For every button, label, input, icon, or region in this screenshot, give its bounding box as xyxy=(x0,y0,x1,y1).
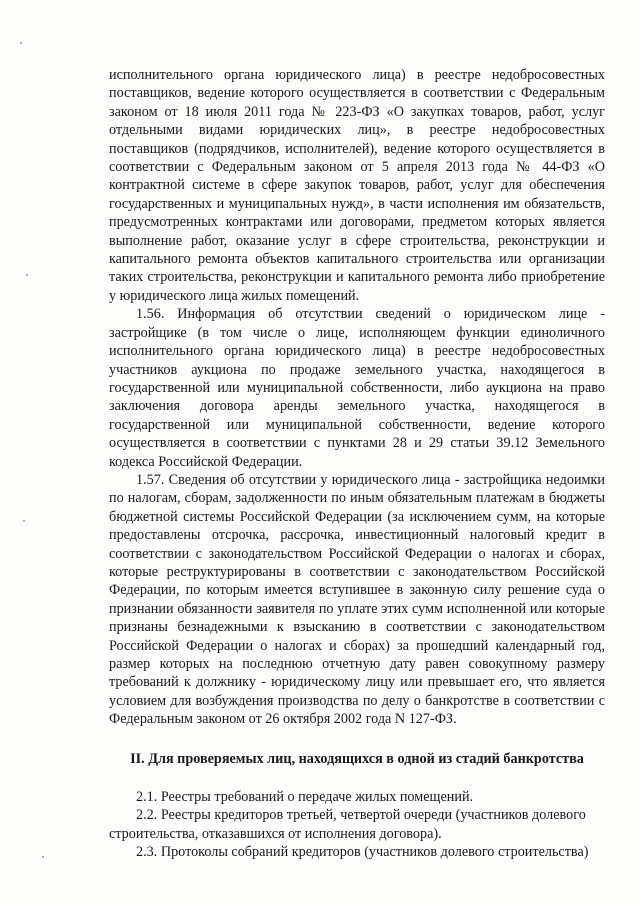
scan-speck xyxy=(20,42,22,44)
list-item-2-1: 2.1. Реестры требований о передаче жилых помещений. xyxy=(136,789,474,806)
list-item-2-3: 2.3. Протоколы собраний кредиторов (участников долевого строительства) xyxy=(136,844,589,861)
scan-speck xyxy=(42,856,44,858)
scan-speck xyxy=(23,520,25,522)
paragraph-1-56: 1.56. Информация об отсутствии сведений о юридическом лице - застройщике (в том числе о лице, исполняющем функции единоличного исполнительного органа юридического лица) в реестре недобросовестных участников аукциона по продаже земельного участка, находящегося в государственной или муниципальной собственности, либо аукциона на право заключения договора аренды земельного участка, находящегося в государственной или муниципальной собственности, ведение которого осуществляется в соответствии с пунктами 28 и 29 статьи 39.12 Земельного кодекса Российской Федерации. xyxy=(109,306,605,470)
paragraph-continuation: исполнительного органа юридического лица) в реестре недобросовестных поставщиков, ведение которого осуществляется в соответствии с Федеральным законом от 18 июля 2011 года № 223-ФЗ «О закупках товаров, работ, услуг отдельными видами юридических лиц», в реестре недобросовестных поставщиков (подрядчиков, исполнителей), ведение которого осуществляется в соответствии с Федеральным законом от 5 апреля 2013 года № 44-ФЗ «О контрактной системе в сфере закупок товаров, работ, услуг для обеспечения государственных и муниципальных нужд», в части исполнения им обязательств, предусмотренных контрактами или договорами, предметом которых является выполнение работ, оказание услуг в сфере строительства, реконструкции и капитального ремонта объектов капитального строительства или организации таких строительства, реконструкции и капитального ремонта либо приобретение у юридического лица жилых помещений. xyxy=(109,67,605,304)
list-item-2-2: 2.2. Реестры кредиторов третьей, четвертой очереди (участников долевого строительства, отказавшихся от исполнения договора). xyxy=(109,807,586,842)
scan-speck xyxy=(26,274,28,276)
paragraph-1-57: 1.57. Сведения об отсутствии у юридического лица - застройщика недоимки по налогам, сборам, задолженности по иным обязательным платежам в бюджеты бюджетной системы Российской Федерации (за исключением сумм, на которые предоставлены отсрочка, рассрочка, инвестиционный налоговый кредит в соответствии с законодательством Российской Федерации о налогах и сборах, которые реструктурированы в соответствии с законодательством Российской Федерации, по которым имеется вступившее в законную силу решение суда о признании обязанности заявителя по уплате этих сумм исполненной или которые признаны безнадежными к взысканию в соответствии с законодательством Российской Федерации о налогах и сборах) за прошедший календарный год, размер которых на последнюю отчетную дату равен совокупному размеру требований к должнику - юридическому лицу или превышает его, что является условием для возбуждения производства по делу о банкротстве в соответствии с Федеральным законом от 26 октября 2002 года N 127-ФЗ. xyxy=(109,471,605,728)
section-heading: II. Для проверяемых лиц, находящихся в одной из стадий банкротства xyxy=(130,750,584,767)
